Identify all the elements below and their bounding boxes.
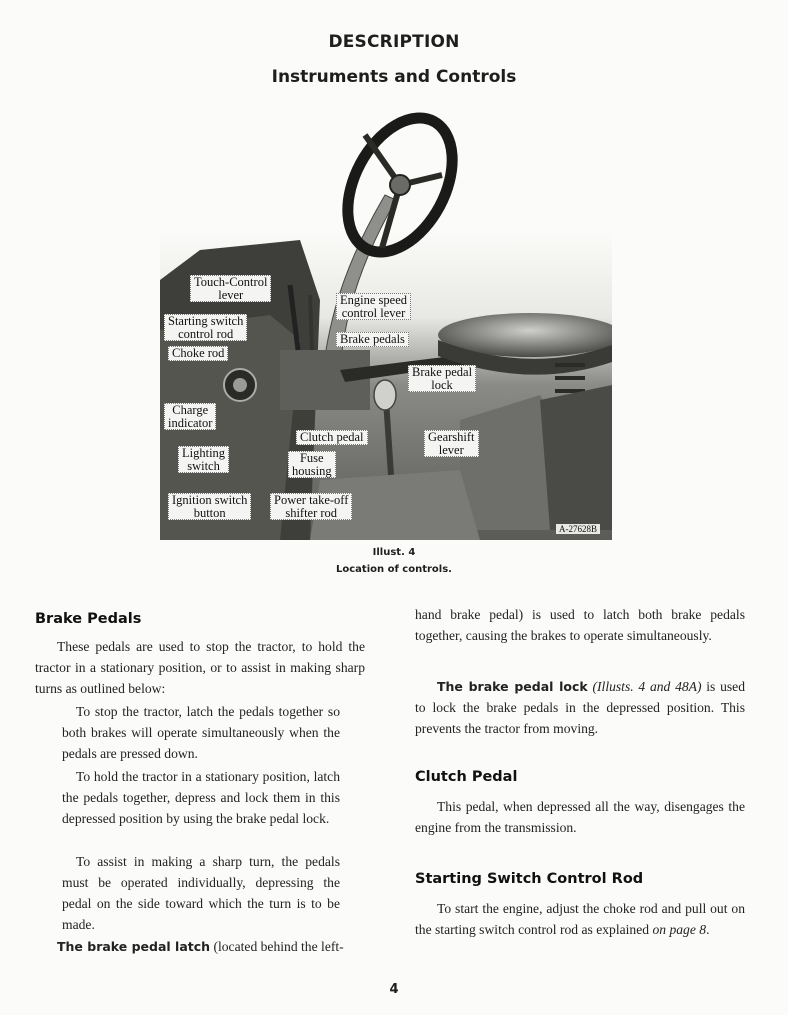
illustration-number: Illust. 4 (372, 547, 416, 558)
callout-starting-switch-control-rod: Starting switch control rod (164, 314, 247, 341)
illustration-caption: Location of controls. (336, 564, 452, 575)
brake-pedals-turn: To assist in making a sharp turn, the pedals must be operated individually, depressing the pedal on the side toward which the turn is to be made. (62, 854, 340, 932)
callout-lighting-switch: Lighting switch (178, 446, 229, 473)
section-title: DESCRIPTION (328, 32, 460, 52)
page-number: 4 (389, 982, 399, 997)
brake-pedal-latch-lead: The brake pedal latch (located behind the left- (57, 939, 344, 954)
heading-starting-switch-control-rod: Starting Switch Control Rod (415, 871, 644, 887)
callout-charge-indicator: Charge indicator (164, 403, 216, 430)
callout-gearshift-lever: Gearshift lever (424, 430, 479, 457)
brake-pedals-stop: To stop the tractor, latch the pedals together so both brakes will operate simultaneously when the pedals are pressed down. (62, 704, 340, 761)
callout-touch-control-lever: Touch-Control lever (190, 275, 271, 302)
callout-fuse-housing: Fuse housing (288, 451, 336, 478)
callout-choke-rod: Choke rod (168, 346, 228, 361)
callout-clutch-pedal: Clutch pedal (296, 430, 368, 445)
brake-pedals-intro: These pedals are used to stop the tractor, to hold the tractor in a stationary position, or to assist in making sharp turns as outlined below: (35, 639, 365, 696)
callout-power-takeoff-shifter-rod: Power take-off shifter rod (270, 493, 352, 520)
callout-brake-pedals: Brake pedals (336, 332, 409, 347)
brake-pedals-hold: To hold the tractor in a stationary position, latch the pedals together, depress and lock them in this depressed position by using the brake pedal lock. (62, 769, 340, 826)
brake-pedal-lock-para: The brake pedal lock (Illusts. 4 and 48A) is used to lock the brake pedals in the depressed position. This prevents the tractor from moving. (415, 679, 746, 736)
heading-brake-pedals: Brake Pedals (35, 611, 142, 627)
callout-brake-pedal-lock: Brake pedal lock (408, 365, 476, 392)
callout-engine-speed-control-lever: Engine speed control lever (336, 293, 411, 320)
tractor-controls-illustration (160, 100, 612, 540)
callout-ignition-switch-button: Ignition switch button (168, 493, 251, 520)
clutch-pedal-para: This pedal, when depressed all the way, disengages the engine from the transmission. (415, 799, 745, 835)
brake-pedal-latch-cont: hand brake pedal) is used to latch both brake pedals together, causing the brakes to operate simultaneously. (415, 607, 745, 643)
heading-clutch-pedal: Clutch Pedal (415, 769, 518, 785)
starting-switch-para: To start the engine, adjust the choke rod and pull out on the starting switch control rod as explained on page 8. (415, 901, 745, 937)
section-subtitle: Instruments and Controls (271, 67, 517, 87)
figure-code: A-27628B (556, 524, 600, 534)
